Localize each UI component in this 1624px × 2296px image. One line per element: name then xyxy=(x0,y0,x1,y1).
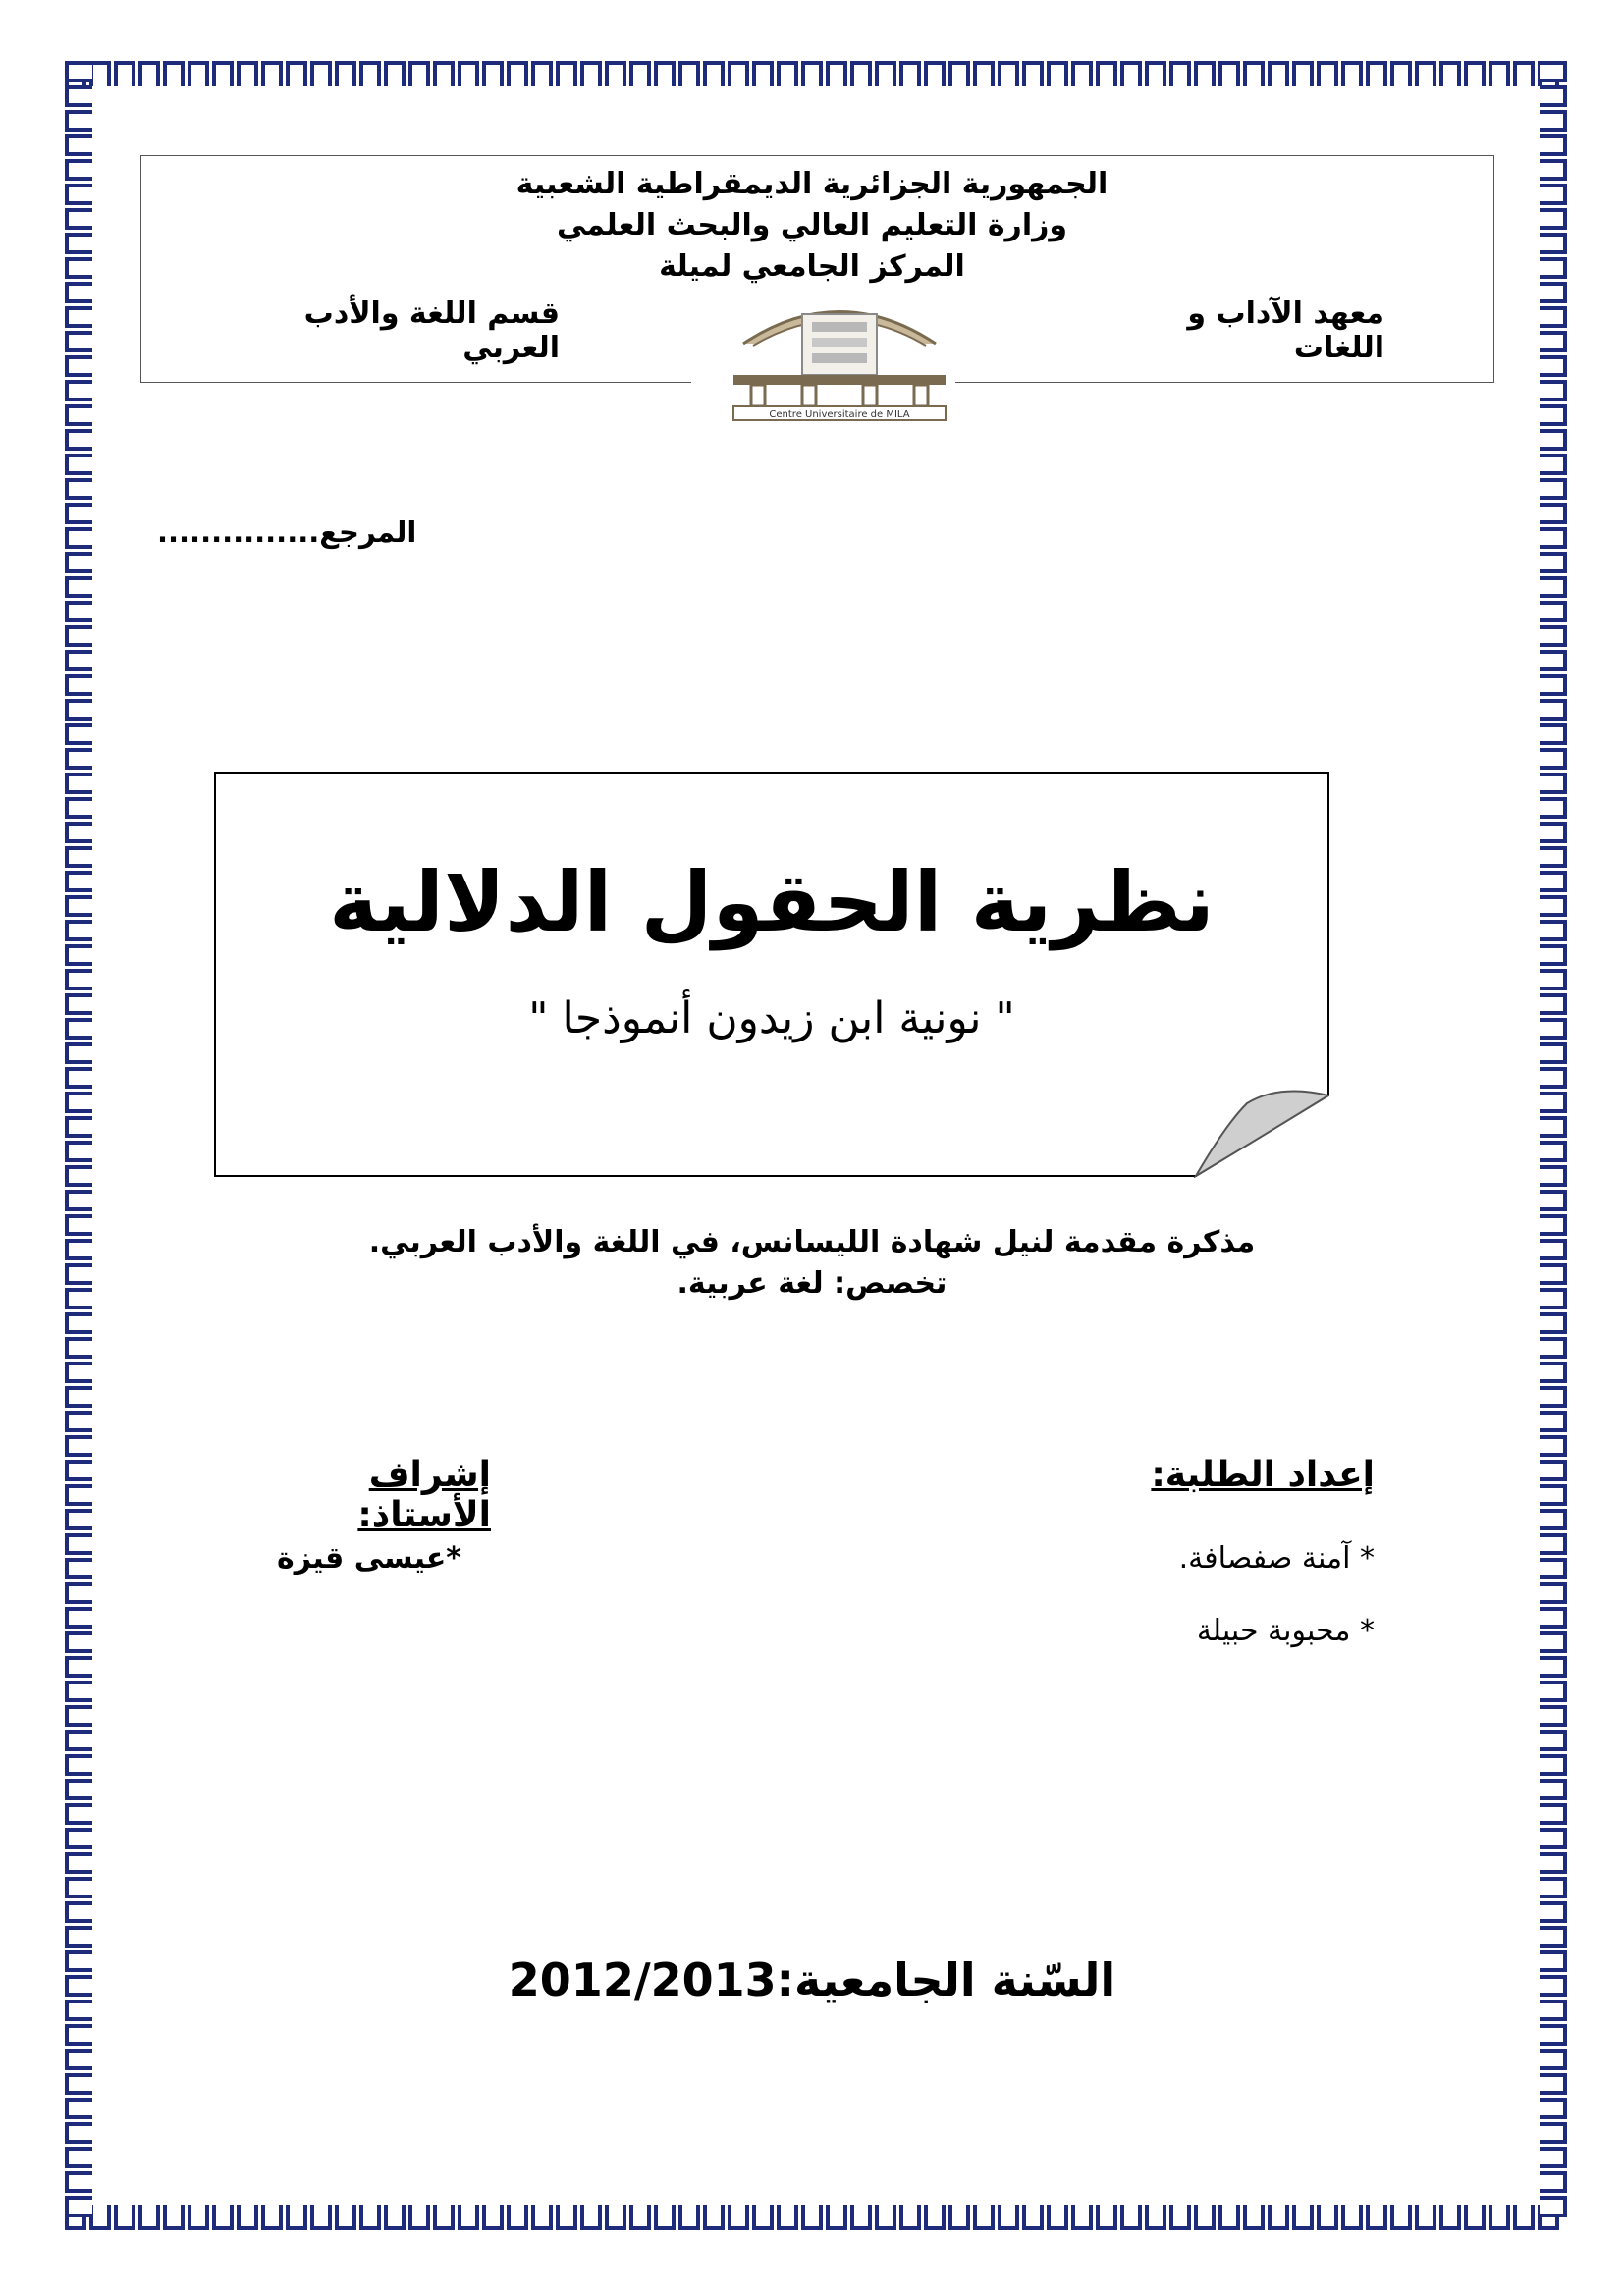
border-segment xyxy=(1317,2205,1338,2230)
border-segment xyxy=(1366,61,1387,86)
border-segment xyxy=(163,2205,185,2230)
border-segment xyxy=(1540,61,1567,82)
border-segment xyxy=(65,920,92,941)
border-segment xyxy=(1292,61,1314,86)
border-segment xyxy=(65,2073,92,2095)
border-segment xyxy=(1415,61,1436,86)
header-ministry: وزارة التعليم العالي والبحث العلمي xyxy=(556,208,1068,242)
border-segment xyxy=(65,1165,92,1187)
border-segment xyxy=(65,944,92,966)
border-segment xyxy=(335,61,356,86)
border-segment xyxy=(1540,699,1567,721)
border-segment xyxy=(1540,478,1567,500)
border-segment xyxy=(65,1582,92,1604)
border-segment xyxy=(1540,2147,1567,2168)
header-department: قسم اللغة والأدب العربي xyxy=(303,296,560,365)
border-segment xyxy=(65,1533,92,1555)
border-segment xyxy=(65,1877,92,1898)
border-segment xyxy=(65,552,92,573)
page-border-bottom xyxy=(65,2205,1567,2230)
border-segment xyxy=(1540,552,1567,573)
page-border-right xyxy=(1540,61,1567,2230)
student-name-1: * آمنة صفصافة. xyxy=(1178,1541,1375,1575)
border-segment xyxy=(1243,2205,1265,2230)
border-segment xyxy=(1540,380,1567,401)
border-segment xyxy=(1022,61,1044,86)
student-name-2: * محبوبة حبيلة xyxy=(1196,1614,1375,1648)
border-segment xyxy=(163,61,185,86)
border-segment xyxy=(65,527,92,549)
border-segment xyxy=(482,61,504,86)
border-segment xyxy=(65,2171,92,2193)
border-segment xyxy=(1540,1509,1567,1530)
border-segment xyxy=(1540,895,1567,917)
border-segment xyxy=(580,61,602,86)
border-segment xyxy=(899,61,921,86)
border-segment xyxy=(777,2205,798,2230)
border-segment xyxy=(1540,355,1567,377)
border-segment xyxy=(1390,61,1412,86)
border-segment xyxy=(1540,625,1567,647)
border-segment xyxy=(1540,846,1567,868)
border-segment xyxy=(114,2205,135,2230)
border-segment xyxy=(335,2205,356,2230)
border-segment xyxy=(1540,503,1567,524)
border-segment xyxy=(1218,61,1240,86)
border-segment xyxy=(1540,1484,1567,1506)
border-segment xyxy=(433,2205,455,2230)
border-segment xyxy=(1366,2205,1387,2230)
border-segment xyxy=(65,822,92,843)
border-segment xyxy=(1540,944,1567,966)
border-segment xyxy=(65,1484,92,1506)
title-box xyxy=(214,772,1329,1178)
border-segment xyxy=(752,61,774,86)
thesis-purpose: مذكرة مقدمة لنيل شهادة الليسانس، في اللغة والأدب العربي. xyxy=(368,1225,1256,1259)
border-segment xyxy=(1540,797,1567,819)
border-segment xyxy=(1540,871,1567,892)
supervisor-name: *عيسى قيزة xyxy=(276,1541,461,1575)
border-segment xyxy=(65,797,92,819)
border-segment xyxy=(65,503,92,524)
border-segment xyxy=(65,85,92,107)
border-segment xyxy=(65,454,92,475)
border-segment xyxy=(1540,1411,1567,1432)
border-segment xyxy=(1415,2205,1436,2230)
border-segment xyxy=(65,1631,92,1653)
border-segment xyxy=(482,2205,504,2230)
border-segment xyxy=(188,61,209,86)
border-segment xyxy=(948,2205,970,2230)
border-segment xyxy=(973,2205,995,2230)
border-segment xyxy=(1540,454,1567,475)
border-segment xyxy=(998,61,1019,86)
border-segment xyxy=(65,723,92,745)
border-segment xyxy=(65,993,92,1015)
border-segment xyxy=(1540,2049,1567,2070)
border-segment xyxy=(65,1362,92,1383)
border-segment xyxy=(359,61,381,86)
border-segment xyxy=(1540,650,1567,671)
border-segment xyxy=(65,61,92,82)
border-segment xyxy=(1540,1607,1567,1629)
border-segment xyxy=(1169,61,1191,86)
border-segment xyxy=(1317,61,1338,86)
border-segment xyxy=(1540,1092,1567,1113)
border-segment xyxy=(1540,1141,1567,1162)
border-segment xyxy=(65,380,92,401)
border-segment xyxy=(89,2205,111,2230)
border-segment xyxy=(924,2205,946,2230)
border-segment xyxy=(1540,404,1567,426)
border-segment xyxy=(1390,2205,1412,2230)
border-segment xyxy=(359,2205,381,2230)
border-segment xyxy=(65,1705,92,1727)
border-segment xyxy=(65,1852,92,1874)
border-segment xyxy=(1540,969,1567,990)
page-border-top xyxy=(65,61,1567,86)
border-segment xyxy=(629,61,651,86)
border-segment xyxy=(801,61,823,86)
border-segment xyxy=(1268,61,1289,86)
border-segment xyxy=(507,61,528,86)
border-segment xyxy=(65,1926,92,1948)
border-segment xyxy=(65,404,92,426)
border-segment xyxy=(1540,2073,1567,2095)
header-university: المركز الجامعي لميلة xyxy=(659,249,965,284)
border-segment xyxy=(1489,2205,1510,2230)
border-segment xyxy=(1540,1386,1567,1408)
border-segment xyxy=(408,2205,430,2230)
border-segment xyxy=(65,2147,92,2168)
border-segment xyxy=(65,2098,92,2119)
border-segment xyxy=(850,61,872,86)
border-segment xyxy=(212,61,234,86)
border-segment xyxy=(728,61,749,86)
border-segment xyxy=(138,61,160,86)
border-segment xyxy=(1540,1877,1567,1898)
border-segment xyxy=(1341,61,1363,86)
border-segment xyxy=(65,355,92,377)
border-segment xyxy=(237,61,258,86)
border-segment xyxy=(65,1337,92,1359)
border-segment xyxy=(237,2205,258,2230)
border-segment xyxy=(65,748,92,770)
border-segment xyxy=(1341,2205,1363,2230)
border-segment xyxy=(65,2196,92,2217)
border-segment xyxy=(605,61,626,86)
border-segment xyxy=(1540,1042,1567,1064)
border-segment xyxy=(1464,61,1486,86)
border-segment xyxy=(1540,1582,1567,1604)
border-segment xyxy=(65,1828,92,1849)
border-segment xyxy=(1540,1116,1567,1138)
thesis-title: نظرية الحقول الدلالية xyxy=(329,854,1215,950)
border-segment xyxy=(899,2205,921,2230)
border-segment xyxy=(212,2205,234,2230)
logo-caption: Centre Universitaire de MILA xyxy=(769,409,910,420)
border-segment xyxy=(531,61,553,86)
border-segment xyxy=(556,61,577,86)
border-segment xyxy=(507,2205,528,2230)
border-segment xyxy=(65,306,92,328)
border-segment xyxy=(654,2205,676,2230)
border-segment xyxy=(65,601,92,622)
border-segment xyxy=(1218,2205,1240,2230)
border-segment xyxy=(65,1779,92,1800)
border-segment xyxy=(826,61,847,86)
reference-field: المرجع............... xyxy=(157,515,417,549)
border-segment xyxy=(1540,1460,1567,1481)
border-segment xyxy=(703,61,725,86)
border-segment xyxy=(924,61,946,86)
border-segment xyxy=(1120,61,1142,86)
border-segment xyxy=(605,2205,626,2230)
border-segment xyxy=(65,1460,92,1481)
border-segment xyxy=(752,2205,774,2230)
border-segment xyxy=(1540,993,1567,1015)
border-segment xyxy=(65,846,92,868)
border-segment xyxy=(1540,429,1567,451)
border-segment xyxy=(1540,1730,1567,1751)
border-segment xyxy=(728,2205,749,2230)
border-segment xyxy=(1540,1067,1567,1089)
border-segment xyxy=(1540,282,1567,303)
border-segment xyxy=(65,895,92,917)
border-segment xyxy=(1071,2205,1093,2230)
border-segment xyxy=(1047,61,1068,86)
border-segment xyxy=(138,2205,160,2230)
border-segment xyxy=(310,2205,332,2230)
border-segment xyxy=(188,2205,209,2230)
border-segment xyxy=(65,1116,92,1138)
border-segment xyxy=(1540,110,1567,132)
border-segment xyxy=(1169,2205,1191,2230)
border-segment xyxy=(65,969,92,990)
border-segment xyxy=(1540,1828,1567,1849)
academic-year: السّنة الجامعية:2012/2013 xyxy=(508,1953,1116,2006)
thesis-specialty: تخصص: لغة عربية. xyxy=(677,1266,947,1301)
border-segment xyxy=(408,61,430,86)
border-segment xyxy=(1540,1190,1567,1211)
border-segment xyxy=(1540,674,1567,696)
border-segment xyxy=(65,1018,92,1040)
border-segment xyxy=(1194,61,1216,86)
border-segment xyxy=(1540,1926,1567,1948)
border-segment xyxy=(1047,2205,1068,2230)
border-segment xyxy=(1540,1631,1567,1653)
border-segment xyxy=(65,2122,92,2144)
border-segment xyxy=(1540,1705,1567,1727)
border-segment xyxy=(678,61,700,86)
border-segment xyxy=(65,699,92,721)
border-segment xyxy=(1540,723,1567,745)
border-segment xyxy=(384,61,406,86)
border-segment xyxy=(261,2205,283,2230)
border-segment xyxy=(65,2024,92,2046)
border-segment xyxy=(1540,2024,1567,2046)
border-segment xyxy=(261,61,283,86)
border-segment xyxy=(875,61,896,86)
border-segment xyxy=(1096,61,1117,86)
border-segment xyxy=(1540,920,1567,941)
border-segment xyxy=(654,61,676,86)
border-segment xyxy=(629,2205,651,2230)
border-segment xyxy=(1540,1558,1567,1579)
border-segment xyxy=(89,61,111,86)
border-segment xyxy=(65,1681,92,1702)
border-segment xyxy=(1540,2122,1567,2144)
border-segment xyxy=(678,2205,700,2230)
border-segment xyxy=(65,478,92,500)
border-segment xyxy=(65,650,92,671)
border-segment xyxy=(801,2205,823,2230)
border-segment xyxy=(703,2205,725,2230)
border-segment xyxy=(1540,2196,1567,2217)
border-segment xyxy=(65,1509,92,1530)
border-segment xyxy=(1540,1165,1567,1187)
border-segment xyxy=(65,1092,92,1113)
thesis-subtitle: " نونية ابن زيدون أنموذجا " xyxy=(528,993,1015,1043)
header-republic: الجمهورية الجزائرية الديمقراطية الشعبية xyxy=(515,167,1109,201)
border-segment xyxy=(65,1312,92,1334)
border-segment xyxy=(1540,1337,1567,1359)
border-segment xyxy=(1243,61,1265,86)
border-segment xyxy=(777,61,798,86)
border-segment xyxy=(114,61,135,86)
border-segment xyxy=(1540,1803,1567,1825)
border-segment xyxy=(1540,1533,1567,1555)
page-border-left xyxy=(65,61,92,2230)
border-segment xyxy=(580,2205,602,2230)
border-segment xyxy=(948,61,970,86)
border-segment xyxy=(1145,2205,1166,2230)
border-segment xyxy=(1540,601,1567,622)
border-segment xyxy=(850,2205,872,2230)
border-segment xyxy=(1096,2205,1117,2230)
border-segment xyxy=(1022,2205,1044,2230)
border-segment xyxy=(1540,822,1567,843)
border-segment xyxy=(1540,1779,1567,1800)
border-segment xyxy=(458,2205,479,2230)
border-segment xyxy=(1540,85,1567,107)
border-segment xyxy=(1540,1362,1567,1383)
border-segment xyxy=(1540,527,1567,549)
border-segment xyxy=(458,61,479,86)
border-segment xyxy=(65,1656,92,1678)
border-segment xyxy=(1540,306,1567,328)
border-segment xyxy=(65,1607,92,1629)
border-segment xyxy=(65,1067,92,1089)
students-label: إعداد الطلبة: xyxy=(1151,1455,1375,1495)
university-logo xyxy=(724,285,955,422)
border-segment xyxy=(65,1411,92,1432)
border-segment xyxy=(556,2205,577,2230)
border-segment xyxy=(1292,2205,1314,2230)
border-segment xyxy=(65,1042,92,1064)
border-segment xyxy=(1540,134,1567,156)
border-segment xyxy=(1540,1018,1567,1040)
border-segment xyxy=(433,61,455,86)
border-segment xyxy=(1513,2205,1535,2230)
border-segment xyxy=(65,134,92,156)
border-segment xyxy=(65,429,92,451)
border-segment xyxy=(1489,61,1510,86)
border-segment xyxy=(1540,1312,1567,1334)
border-segment xyxy=(65,282,92,303)
border-segment xyxy=(65,1730,92,1751)
border-segment xyxy=(384,2205,406,2230)
border-segment xyxy=(1540,1754,1567,1776)
supervisor-label: إشراف الأستاذ: xyxy=(357,1455,491,1535)
border-segment xyxy=(65,871,92,892)
border-segment xyxy=(65,2049,92,2070)
border-segment xyxy=(1540,2171,1567,2193)
border-segment xyxy=(65,1435,92,1457)
border-segment xyxy=(65,1803,92,1825)
border-segment xyxy=(826,2205,847,2230)
border-segment xyxy=(1145,61,1166,86)
border-segment xyxy=(1540,748,1567,770)
border-segment xyxy=(65,1386,92,1408)
border-segment xyxy=(1540,576,1567,598)
border-segment xyxy=(1071,61,1093,86)
border-segment xyxy=(65,110,92,132)
border-segment xyxy=(1268,2205,1289,2230)
border-segment xyxy=(1540,1435,1567,1457)
border-segment xyxy=(65,773,92,794)
border-segment xyxy=(1194,2205,1216,2230)
border-segment xyxy=(1540,1901,1567,1923)
border-segment xyxy=(973,61,995,86)
border-segment xyxy=(1120,2205,1142,2230)
border-segment xyxy=(65,625,92,647)
border-segment xyxy=(65,1190,92,1211)
border-segment xyxy=(65,576,92,598)
border-segment xyxy=(531,2205,553,2230)
border-segment xyxy=(1439,61,1461,86)
border-segment xyxy=(1540,773,1567,794)
border-segment xyxy=(65,331,92,352)
border-segment xyxy=(1540,2098,1567,2119)
border-segment xyxy=(1540,1656,1567,1678)
border-segment xyxy=(1464,2205,1486,2230)
border-segment xyxy=(286,2205,307,2230)
border-segment xyxy=(1439,2205,1461,2230)
border-segment xyxy=(65,1141,92,1162)
border-segment xyxy=(65,1901,92,1923)
border-segment xyxy=(998,2205,1019,2230)
border-segment xyxy=(1513,61,1535,86)
border-segment xyxy=(1540,331,1567,352)
border-segment xyxy=(1540,1852,1567,1874)
border-segment xyxy=(65,1558,92,1579)
border-segment xyxy=(65,1754,92,1776)
border-segment xyxy=(65,674,92,696)
border-segment xyxy=(875,2205,896,2230)
border-segment xyxy=(310,61,332,86)
border-segment xyxy=(1540,1681,1567,1702)
border-segment xyxy=(286,61,307,86)
header-institute: معهد الآداب و اللغات xyxy=(1187,296,1384,365)
